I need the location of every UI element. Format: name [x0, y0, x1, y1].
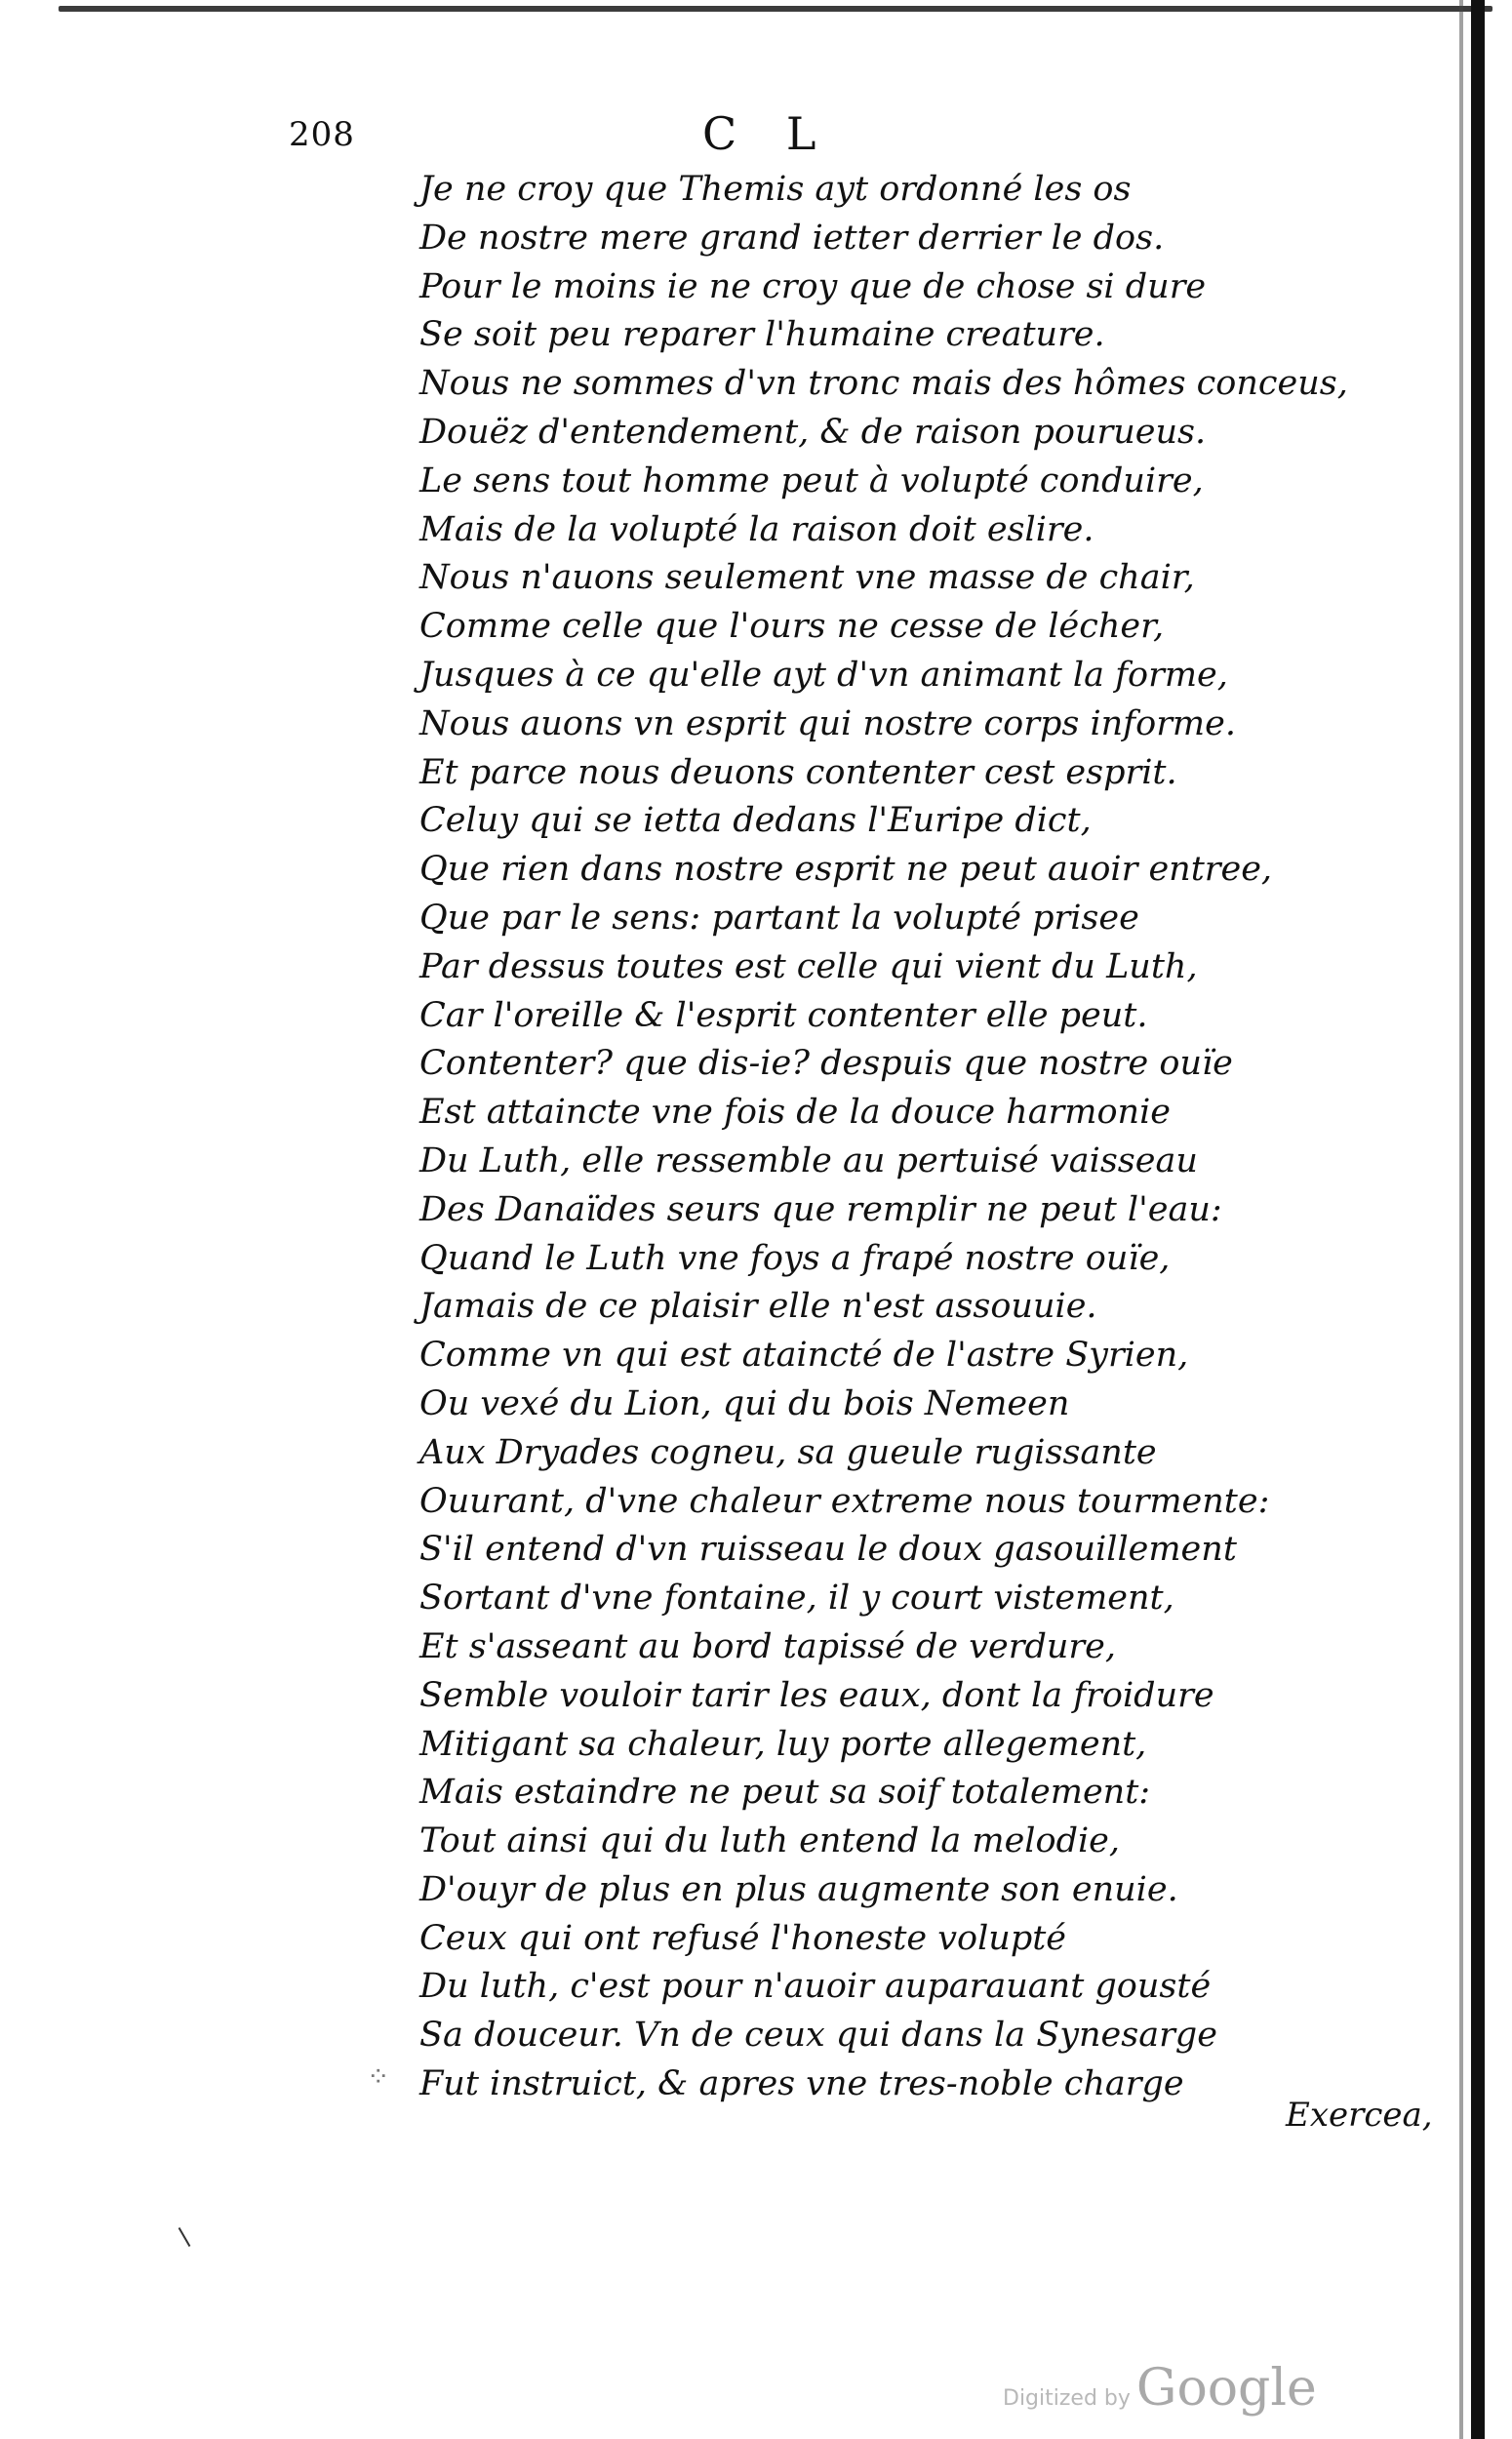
verse-line: Nous n'auons seulement vne masse de chair,: [419, 558, 1195, 598]
verse-line: Ceux qui ont refusé l'honeste volupté: [419, 1918, 1067, 1958]
verse-line: Sa douceur. Vn de ceux qui dans la Synesarge: [419, 2016, 1217, 2056]
verse-line: Sortant d'vne fontaine, il y court vistement,: [419, 1579, 1174, 1619]
verse-line: Contenter? que dis-ie? despuis que nostre ouïe: [419, 1044, 1233, 1084]
verse-line: Pour le moins ie ne croy que de chose si dure: [419, 266, 1207, 306]
verse-line: Quand le Luth vne foys a frapé nostre ouïe,: [419, 1238, 1171, 1278]
verse-line: Je ne croy que Themis ayt ordonné les os: [419, 170, 1132, 209]
google-logo: Google: [1135, 2359, 1317, 2418]
verse-line: Mitigant sa chaleur, luy porte allegement,: [419, 1724, 1147, 1764]
gutter-shadow: [1459, 0, 1463, 2439]
verse-line: Jamais de ce plaisir elle n'est assouuie.: [419, 1287, 1097, 1327]
running-head: C L: [702, 107, 834, 160]
verse-line: Nous auons vn esprit qui nostre corps informe.: [419, 703, 1236, 743]
top-scan-edge: [59, 6, 1492, 12]
verse-line: Mais estaindre ne peut sa soif totalement:: [419, 1773, 1151, 1813]
verse-line: S'il entend d'vn ruisseau le doux gasouillement: [419, 1530, 1237, 1570]
ink-tick-mark: [179, 2227, 191, 2247]
digitization-watermark: [1003, 2359, 1317, 2418]
verse-line: Tout ainsi qui du luth entend la melodie,: [419, 1821, 1121, 1861]
right-scan-edge: [1471, 0, 1485, 2439]
verse-line: Que rien dans nostre esprit ne peut auoir entree,: [419, 850, 1273, 890]
verse-line: Comme vn qui est ataincté de l'astre Syrien,: [419, 1336, 1189, 1376]
verse-line: D'ouyr de plus en plus augmente son enuie.: [419, 1869, 1178, 1909]
verse-line: Et parce nous deuons contenter cest esprit.: [419, 752, 1177, 792]
verse-line: Ou vexé du Lion, qui du bois Nemeen: [419, 1383, 1070, 1423]
verse-line: Jusques à ce qu'elle ayt d'vn animant la forme,: [419, 655, 1228, 695]
watermark-prefix: Digitized by: [1003, 2386, 1131, 2411]
verse-line: Douëz d'entendement, & de raison pourueus.: [419, 412, 1207, 452]
verse-line: Aux Dryades cogneu, sa gueule rugissante: [419, 1432, 1157, 1472]
verse-line: Et s'asseant au bord tapissé de verdure,: [419, 1626, 1116, 1666]
margin-speck-mark: ⁘: [367, 2060, 390, 2093]
verse-line: Le sens tout homme peut à volupté conduire,: [419, 460, 1204, 500]
verse-line: Est attaincte vne fois de la douce harmonie: [419, 1093, 1171, 1133]
verse-line: De nostre mere grand ietter derrier le dos.: [419, 218, 1165, 258]
verse-line: Celuy qui se ietta dedans l'Euripe dict,: [419, 801, 1092, 841]
verse-line: Des Danaïdes seurs que remplir ne peut l'eau:: [419, 1189, 1222, 1229]
catchword: Exercea,: [1286, 2096, 1433, 2135]
verse-line: Comme celle que l'ours ne cesse de lécher,: [419, 607, 1165, 647]
verse-line: Nous ne sommes d'vn tronc mais des hômes conceus,: [419, 364, 1348, 404]
verse-line: Se soit peu reparer l'humaine creature.: [419, 315, 1105, 355]
verse-line: Mais de la volupté la raison doit eslire.: [419, 509, 1094, 549]
verse-block: [419, 166, 1348, 2109]
verse-line: Du luth, c'est pour n'auoir auparauant gousté: [419, 1967, 1212, 2007]
verse-line: Ouurant, d'vne chaleur extreme nous tourmente:: [419, 1481, 1270, 1521]
verse-line: Fut instruict, & apres vne tres-noble charge: [419, 2064, 1184, 2104]
page-number: 208: [289, 115, 355, 154]
verse-line: Par dessus toutes est celle qui vient du Luth,: [419, 946, 1198, 986]
verse-line: Car l'oreille & l'esprit contenter elle peut.: [419, 995, 1148, 1035]
verse-line: Du Luth, elle ressemble au pertuisé vaisseau: [419, 1140, 1198, 1180]
verse-line: Que par le sens: partant la volupté prisee: [419, 898, 1139, 938]
verse-line: Semble vouloir tarir les eaux, dont la froidure: [419, 1675, 1214, 1715]
